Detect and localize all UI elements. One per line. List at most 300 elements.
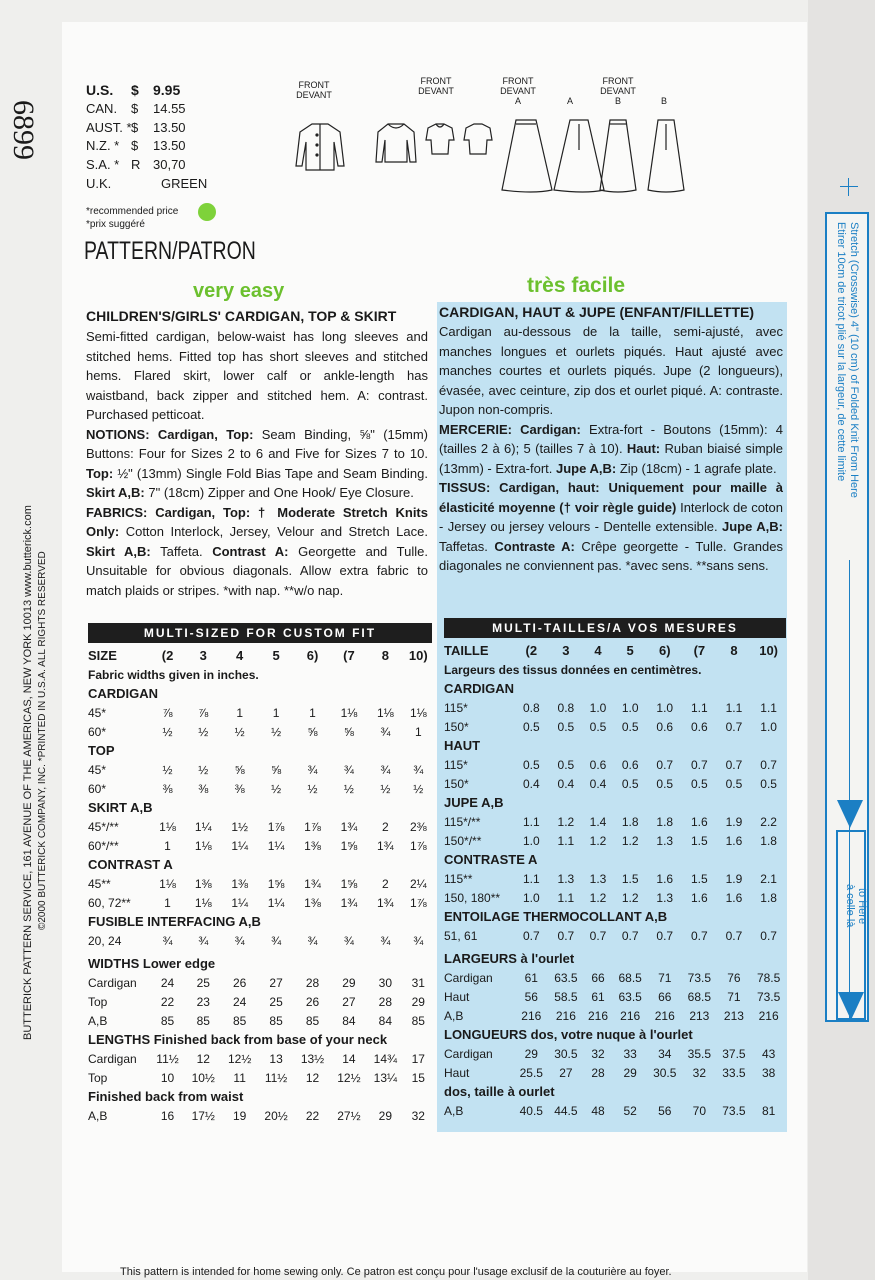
cell-value: 1.1 — [725, 700, 743, 715]
mercerie-haut-text: Ruban biaisé simple (13mm) - Extra-fort. — [439, 441, 783, 476]
row-width: Top — [88, 1070, 108, 1085]
size-value: 6) — [306, 648, 319, 663]
view-label-line: DEVANT — [600, 86, 636, 96]
price-currency: $ — [131, 138, 139, 154]
cell-value: 25.5 — [519, 1065, 543, 1080]
cell-value: 29 — [524, 1046, 538, 1061]
cell-value: 84 — [378, 1013, 393, 1028]
size-header-row — [444, 641, 786, 660]
cell-value: 12 — [305, 1070, 320, 1085]
cell-value: 0.4 — [557, 776, 575, 791]
cell-value: 1⅛ — [194, 838, 212, 853]
section-title-row — [444, 793, 786, 812]
cell-value: 2 — [382, 876, 389, 891]
section-title: SKIRT A,B — [88, 800, 153, 815]
to-here-label: to Here — [856, 888, 868, 925]
row-width: Cardigan — [444, 1046, 493, 1061]
cell-value: 0.7 — [725, 757, 743, 772]
cell-value: 1.6 — [691, 890, 708, 905]
section-title: dos, taille à ourlet — [444, 1084, 555, 1099]
cell-value: 33.5 — [722, 1065, 746, 1080]
view-label-line: FRONT — [602, 76, 634, 86]
cell-value: ¾ — [307, 933, 318, 948]
row-width: Haut — [444, 1065, 470, 1080]
price-note-en: *recommended price — [86, 206, 179, 217]
row-width: 150, 180** — [444, 890, 501, 905]
cell-value: 1.8 — [621, 814, 639, 829]
table-row — [88, 874, 433, 893]
cell-value: 14 — [342, 1051, 356, 1066]
cell-value: 0.6 — [621, 757, 639, 772]
cell-value: 1.6 — [691, 814, 708, 829]
cell-value: 40.5 — [519, 1103, 543, 1118]
cell-value: ½ — [271, 781, 282, 796]
cell-value: 12½ — [227, 1051, 252, 1066]
cell-value: 0.5 — [522, 757, 540, 772]
price-row — [86, 120, 226, 137]
table-row — [88, 893, 433, 912]
cell-value: 66 — [591, 970, 605, 985]
price-row — [86, 101, 226, 118]
view-label-line — [634, 86, 694, 96]
table-row — [444, 755, 786, 774]
cell-value: 1.9 — [725, 871, 743, 886]
cell-value: ¾ — [380, 762, 391, 777]
section-title: Finished back from waist — [88, 1089, 244, 1104]
price-value: 30,70 — [153, 157, 186, 173]
table-row — [444, 812, 786, 831]
view-label-line: FRONT — [298, 80, 330, 90]
cell-value: 73.5 — [722, 1103, 746, 1118]
cell-value: 85 — [160, 1013, 175, 1028]
description-fr — [439, 322, 783, 576]
cell-value: ¾ — [307, 762, 318, 777]
size-value: 3 — [562, 643, 570, 658]
cell-value: 0.7 — [691, 757, 708, 772]
view-label-line: B — [614, 96, 621, 106]
cell-value: 1¼ — [194, 819, 212, 834]
a-celle-label: à celle là — [844, 884, 856, 928]
cell-value: 1.8 — [760, 833, 777, 848]
cell-value: 0.7 — [691, 928, 708, 943]
size-value: 3 — [199, 648, 207, 663]
yardage-table-en — [88, 646, 433, 1125]
cell-value: 23 — [196, 994, 210, 1009]
description-en-text: Semi-fitted cardigan, below-waist has long sleeves and stitched hems. Fitted top has short sleeves and stitched hems. Flared skirt, lower calf or ankle-length has waistband, back zipper and stitched hem. A: contrast. Purchased petticoat. — [86, 329, 428, 422]
pattern-number: 6899 — [7, 100, 40, 160]
cell-value: 24 — [232, 994, 247, 1009]
cell-value: 1¾ — [377, 838, 394, 853]
cell-value: 1.5 — [691, 871, 708, 886]
fabric-note-row — [88, 665, 433, 684]
table-row — [88, 1049, 433, 1068]
cell-value: ¾ — [271, 933, 282, 948]
section-title-row — [444, 907, 786, 926]
section-title-row — [88, 684, 433, 703]
cell-value: ½ — [380, 781, 391, 796]
cell-value: 1⅝ — [340, 838, 358, 853]
cell-value: ½ — [234, 724, 245, 739]
view-label-line: DEVANT — [500, 86, 536, 96]
size-value: 5 — [626, 643, 634, 658]
row-width: A,B — [444, 1103, 464, 1118]
cell-value: 17 — [411, 1051, 425, 1066]
cell-value: 1¾ — [340, 895, 358, 910]
fabrics-skirt-label: Skirt A,B: — [86, 543, 151, 559]
cell-value: 30.5 — [653, 1065, 677, 1080]
price-country: U.K. — [86, 176, 112, 191]
title-fr: CARDIGAN, HAUT & JUPE (ENFANT/FILLETTE) — [439, 304, 754, 320]
cell-value: 1.2 — [621, 890, 639, 905]
cell-value: 25 — [269, 994, 283, 1009]
cell-value: 1¼ — [267, 895, 285, 910]
notions-top-text: ½" (13mm) Single Fold Bias Tape and Seam Binding. — [113, 465, 428, 481]
section-title: CONTRASTE A — [444, 852, 538, 867]
cell-value: 0.5 — [589, 719, 607, 734]
cell-value: 1¾ — [304, 876, 321, 891]
short-sleeve-top-sketch — [426, 124, 454, 154]
cell-value: 13½ — [300, 1051, 325, 1066]
cell-value: 0.6 — [691, 719, 708, 734]
cell-value: 28 — [378, 994, 393, 1009]
cell-value: 1¾ — [340, 819, 358, 834]
section-title: CARDIGAN — [88, 686, 159, 701]
cell-value: 1.5 — [621, 871, 639, 886]
cell-value: 1⅞ — [304, 819, 321, 834]
row-width: 45** — [88, 876, 111, 891]
size-value: (2 — [525, 643, 538, 658]
mercerie-jupe-label: Jupe A,B: — [556, 460, 617, 476]
cell-value: 1⅛ — [159, 819, 176, 834]
size-value: 4 — [236, 648, 244, 663]
cell-value: 10 — [160, 1070, 175, 1085]
cell-value: 1⅞ — [409, 838, 427, 853]
tissus-jupe-label: Jupe A,B: — [722, 519, 783, 534]
cell-value: 0.5 — [522, 719, 540, 734]
cell-value: 13 — [269, 1051, 283, 1066]
price-country: AUST. * — [86, 119, 132, 135]
cell-value: 1⅜ — [304, 838, 321, 853]
cell-value: 1½ — [231, 819, 248, 834]
row-width: A,B — [444, 1008, 464, 1023]
cell-value: 216 — [620, 1008, 641, 1023]
table-row — [444, 1063, 786, 1082]
fabric-note: Fabric widths given in inches. — [88, 667, 259, 682]
tissus-label: TISSUS: Cardigan, haut: Uniquement pour maille à élasticité moyenne († voir règle guide) — [439, 480, 783, 515]
cell-value: 216 — [555, 1008, 576, 1023]
table-row — [444, 831, 786, 850]
cell-value: 68.5 — [618, 970, 642, 985]
cell-value: 0.7 — [760, 928, 777, 943]
cell-value: 1 — [309, 705, 316, 720]
price-country: CAN. — [86, 100, 118, 116]
mercerie-label: MERCERIE: Cardigan: — [439, 421, 581, 437]
size-header-row — [88, 646, 433, 665]
cell-value: 1⅛ — [159, 876, 176, 891]
difficulty-fr: très facile — [527, 274, 626, 297]
cell-value: 85 — [269, 1013, 283, 1028]
cell-value: 0.4 — [589, 776, 607, 791]
cell-value: 26 — [232, 975, 247, 990]
cell-value: 1.6 — [725, 833, 743, 848]
cell-value: 61 — [524, 970, 538, 985]
cell-value: 27 — [269, 975, 283, 990]
cell-value: 213 — [723, 1008, 744, 1023]
cell-value: 76 — [727, 970, 741, 985]
fabric-note: Largeurs des tissus données en centimètres. — [444, 662, 702, 677]
cell-value: 0.4 — [522, 776, 540, 791]
cell-value: 1 — [414, 724, 422, 739]
size-label: TAILLE — [444, 643, 489, 658]
section-title-row — [444, 679, 786, 698]
cell-value: 0.7 — [725, 719, 743, 734]
cell-value: 1 — [164, 895, 171, 910]
price-currency: $ — [131, 100, 139, 116]
fabrics-text: Cotton Interlock, Jersey, Velour and Stretch Lace. — [119, 524, 428, 539]
cell-value: 61 — [591, 989, 605, 1004]
size-value: (7 — [693, 643, 706, 658]
cell-value: ⅜ — [162, 781, 173, 796]
cell-value: 0.8 — [557, 700, 575, 715]
cell-value: 85 — [305, 1013, 320, 1028]
cell-value: ⅝ — [234, 762, 245, 777]
cell-value: 1 — [272, 705, 280, 720]
cell-value: 32 — [692, 1065, 707, 1080]
row-width: 115* — [444, 757, 468, 772]
row-width: Cardigan — [88, 1051, 137, 1066]
fabric-note-row — [444, 660, 786, 679]
cell-value: 56 — [524, 989, 538, 1004]
notions-top-label: Top: — [86, 465, 114, 481]
cell-value: 216 — [654, 1008, 675, 1023]
cell-value: 1⅜ — [231, 876, 248, 891]
cell-value: ¾ — [380, 724, 391, 739]
table-row — [88, 836, 433, 855]
row-width: 115** — [444, 871, 473, 886]
price-row — [86, 82, 226, 99]
section-title: CONTRAST A — [88, 857, 173, 872]
cell-value: 1⅞ — [409, 895, 427, 910]
cell-value: 1¼ — [231, 895, 248, 910]
cell-value: 1 — [236, 705, 243, 720]
cell-value: 0.7 — [760, 757, 777, 772]
long-sleeve-top-sketch — [376, 124, 416, 162]
table-row — [444, 987, 786, 1006]
table-row — [444, 717, 786, 736]
cell-value: 1.6 — [725, 890, 743, 905]
cell-value: 2 — [382, 819, 389, 834]
description-en — [86, 327, 428, 600]
row-width: 150* — [444, 719, 469, 734]
table-row — [88, 817, 433, 836]
size-value: (2 — [161, 648, 174, 663]
cell-value: 0.6 — [589, 757, 607, 772]
cell-value: 2.1 — [760, 871, 777, 886]
table-row — [88, 973, 433, 992]
yardage-table-fr — [444, 641, 786, 1120]
arrow-down-icon-2 — [838, 992, 864, 1020]
cell-value: ½ — [162, 724, 173, 739]
cell-value: 24 — [160, 975, 175, 990]
cell-value: 1.5 — [691, 833, 708, 848]
cell-value: 0.5 — [621, 776, 639, 791]
cell-value: 0.5 — [621, 719, 639, 734]
cell-value: 1.3 — [656, 890, 674, 905]
cell-value: 1.0 — [522, 890, 540, 905]
cell-value: 11½ — [156, 1051, 179, 1066]
section-title-row — [88, 855, 433, 874]
cell-value: 37.5 — [722, 1046, 746, 1061]
table-row — [444, 968, 786, 987]
garment-sketches — [280, 100, 700, 200]
row-width: Top — [88, 994, 108, 1009]
row-width: 60* — [88, 781, 107, 796]
cell-value: 71 — [727, 989, 741, 1004]
cell-value: 1.2 — [589, 833, 607, 848]
row-width: 45*/** — [88, 819, 119, 834]
price-country: U.S. — [86, 82, 114, 98]
row-width: A,B — [88, 1013, 108, 1028]
difficulty-en: very easy — [193, 280, 285, 302]
row-width: 60, 72** — [88, 895, 131, 910]
fabrics-contrast-label: Contrast A: — [212, 543, 289, 559]
cell-value: 1¾ — [377, 895, 394, 910]
cell-value: 34 — [658, 1046, 672, 1061]
row-width: 115* — [444, 700, 468, 715]
cell-value: 17½ — [191, 1108, 215, 1123]
view-label-line: DEVANT — [296, 90, 332, 100]
table-row — [444, 1044, 786, 1063]
table-row — [444, 1006, 786, 1025]
section-title-row — [88, 741, 433, 760]
cell-value: 35.5 — [687, 1046, 712, 1061]
section-title-row — [88, 950, 433, 973]
cell-value: 1.1 — [522, 814, 540, 829]
price-note-fr: *prix suggéré — [86, 219, 145, 230]
table-row — [88, 722, 433, 741]
table-row — [444, 698, 786, 717]
table-row — [444, 869, 786, 888]
table-row — [88, 703, 433, 722]
cell-value: 14¾ — [373, 1051, 398, 1066]
price-row — [86, 176, 226, 193]
cell-value: 68.5 — [687, 989, 712, 1004]
cell-value: 29 — [378, 1108, 393, 1123]
cell-value: 1.2 — [621, 833, 639, 848]
cell-value: ¾ — [343, 933, 354, 948]
cell-value: 1⅞ — [267, 819, 285, 834]
cell-value: 32 — [591, 1046, 605, 1061]
cell-value: ½ — [271, 724, 282, 739]
cell-value: 1.1 — [557, 890, 575, 905]
cell-value: 1.2 — [589, 890, 607, 905]
table-header-fr: MULTI-TAILLES/A VOS MESURES — [444, 618, 786, 638]
copyright-line: ©2000 BUTTERICK COMPANY, INC. *PRINTED IN U.S.A. ALL RIGHTS RESERVED — [37, 551, 48, 930]
cell-value: 32 — [411, 1108, 425, 1123]
size-label: SIZE — [88, 648, 117, 663]
view-label-line — [634, 76, 694, 86]
cell-value: 44.5 — [554, 1103, 578, 1118]
cell-value: 58.5 — [554, 989, 578, 1004]
cell-value: 216 — [588, 1008, 609, 1023]
section-title: LENGTHS Finished back from base of your neck — [88, 1032, 388, 1047]
cell-value: 2⅜ — [409, 819, 427, 834]
row-width: 20, 24 — [88, 933, 122, 948]
cell-value: 0.8 — [522, 700, 540, 715]
price-value: 9.95 — [153, 82, 181, 98]
view-label-line: B — [660, 96, 667, 106]
price-currency: R — [131, 157, 141, 173]
size-value: 8 — [381, 648, 389, 663]
table-row — [88, 992, 433, 1011]
cell-value: 1.1 — [691, 700, 708, 715]
cell-value: 1.0 — [656, 700, 674, 715]
cell-value: 1 — [164, 838, 171, 853]
cell-value: 56 — [658, 1103, 672, 1118]
cell-value: 12½ — [337, 1070, 361, 1085]
price-country: S.A. * — [86, 157, 120, 173]
section-title: JUPE A,B — [444, 795, 504, 810]
cell-value: ⅜ — [198, 781, 209, 796]
table-row — [444, 888, 786, 907]
price-currency: $ — [131, 82, 139, 98]
cell-value: 0.5 — [557, 757, 575, 772]
size-value: 8 — [730, 643, 738, 658]
cell-value: 0.5 — [725, 776, 743, 791]
footer-note: This pattern is intended for home sewing only. Ce patron est conçu pour l'usage exclusif de la couturière au foyer. — [120, 1266, 672, 1278]
cell-value: 0.7 — [589, 928, 607, 943]
cell-value: 29 — [623, 1065, 637, 1080]
cell-value: 1¼ — [267, 838, 285, 853]
skirt-b-front-sketch — [600, 120, 636, 192]
cell-value: 85 — [232, 1013, 247, 1028]
price-value: GREEN — [161, 176, 208, 191]
cell-value: ¾ — [343, 762, 354, 777]
cell-value: 1.0 — [522, 833, 540, 848]
section-title: FUSIBLE INTERFACING A,B — [88, 914, 261, 929]
row-width: 45* — [88, 705, 107, 720]
cell-value: 78.5 — [756, 970, 781, 985]
cell-value: 29 — [411, 994, 425, 1009]
row-width: 150* — [444, 776, 469, 791]
size-value: 10) — [759, 643, 779, 658]
notions-text: Seam Binding, ⅝" (15mm) Buttons: Four for Sizes 2 to 6 and Five for Sizes 7 to 10. — [86, 426, 428, 461]
price-value: 14.55 — [153, 100, 186, 116]
cell-value: ½ — [307, 781, 318, 796]
cell-value: 27 — [559, 1065, 573, 1080]
view-label-line: DEVANT — [418, 86, 454, 96]
fabrics-skirt-text: Taffeta. — [150, 543, 213, 559]
cell-value: 1.1 — [760, 700, 777, 715]
table-row — [444, 1101, 786, 1120]
cell-value: 1.0 — [760, 719, 777, 734]
price-row — [86, 157, 226, 174]
green-dot — [198, 203, 216, 221]
gauge-start-bar — [840, 186, 858, 187]
cell-value: 1.0 — [589, 700, 607, 715]
cell-value: 0.7 — [656, 757, 674, 772]
row-width: 45* — [88, 762, 107, 777]
cell-value: 85 — [411, 1013, 425, 1028]
size-value: 4 — [594, 643, 602, 658]
section-title-row — [444, 1082, 786, 1101]
row-width: Haut — [444, 989, 470, 1004]
cell-value: 10½ — [191, 1070, 215, 1085]
row-width: 150*/** — [444, 833, 482, 848]
table-row — [88, 1011, 433, 1030]
section-title-row — [88, 1030, 433, 1049]
cell-value: 1⅜ — [304, 895, 321, 910]
